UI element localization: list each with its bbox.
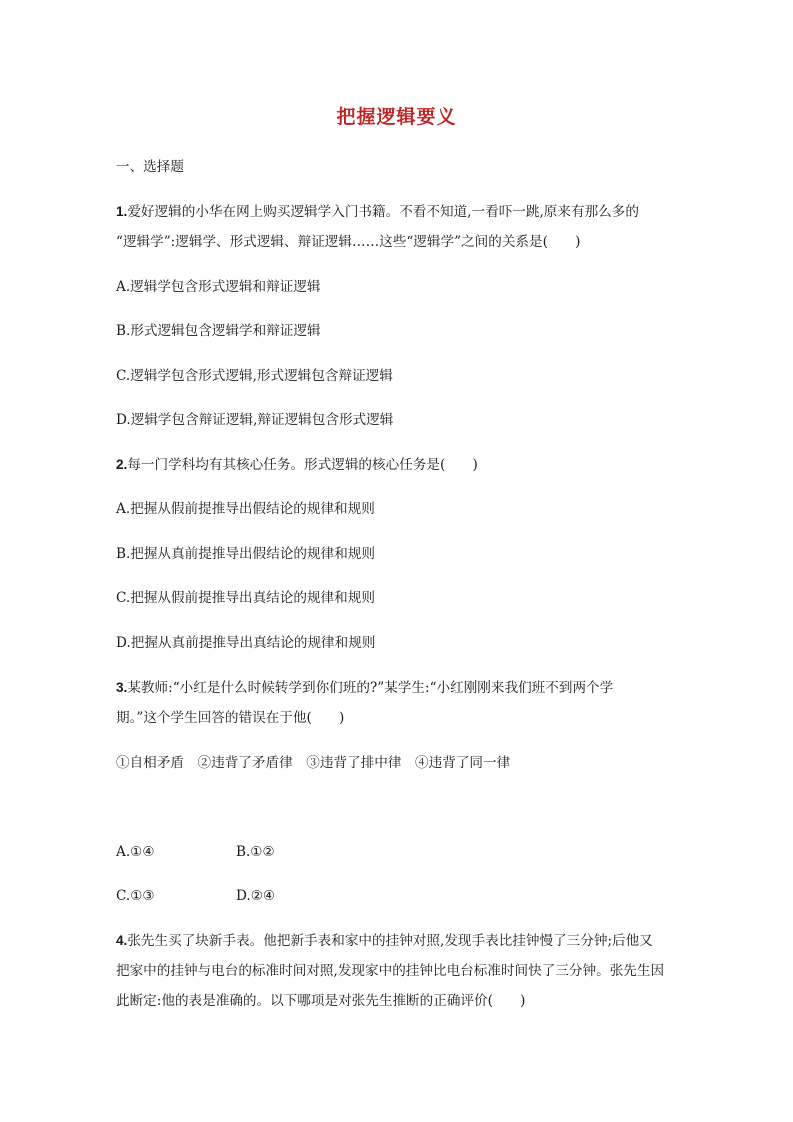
- question-3-option-d: D.②④: [236, 888, 276, 904]
- question-3-option-a: A.①④: [116, 844, 155, 860]
- question-3-option-c: C.①③: [116, 888, 155, 904]
- question-4-text-1: 张先生买了块新手表。他把新手表和家中的挂钟对照,发现手表比挂钟慢了三分钟;后他又: [127, 933, 653, 949]
- section-heading: 一、选择题: [116, 159, 184, 175]
- question-3-number: 3.: [116, 680, 128, 695]
- question-1-option-b: B.形式逻辑包含逻辑学和辩证逻辑: [116, 323, 321, 339]
- question-3-text-1: 某教师:“小红是什么时候转学到你们班的?”某学生:“小红刚刚来我们班不到两个学: [127, 680, 614, 696]
- question-4-line-1: [116, 931, 653, 951]
- question-4-text-3: 此断定:他的表是准确的。以下哪项是对张先生推断的正确评价( ): [116, 993, 526, 1009]
- question-2-option-b: B.把握从真前提推导出假结论的规律和规则: [116, 546, 375, 562]
- question-1-line-1: [116, 202, 639, 222]
- question-3-option-b: B.①②: [236, 844, 275, 860]
- question-3-text-2: 期。”这个学生回答的错误在于他( ): [116, 710, 345, 726]
- question-2-line-1: [116, 455, 478, 475]
- question-4-number: 4.: [116, 933, 128, 948]
- document-title: 把握逻辑要义: [336, 106, 457, 128]
- question-1-option-d: D.逻辑学包含辩证逻辑,辩证逻辑包含形式逻辑: [116, 412, 394, 428]
- question-2-text-1: 每一门学科均有其核心任务。形式逻辑的核心任务是( ): [127, 457, 478, 473]
- question-2-option-c: C.把握从假前提推导出真结论的规律和规则: [116, 590, 375, 606]
- question-1-text-1: 爱好逻辑的小华在网上购买逻辑学入门书籍。不看不知道,一看吓一跳,原来有那么多的: [127, 204, 639, 220]
- question-1-option-c: C.逻辑学包含形式逻辑,形式逻辑包含辩证逻辑: [116, 368, 393, 384]
- question-4-text-2: 把家中的挂钟与电台的标准时间对照,发现家中的挂钟比电台标准时间快了三分钟。张先生因: [116, 963, 665, 979]
- question-3-line-1: [116, 678, 613, 698]
- question-1-number: 1.: [116, 204, 128, 219]
- question-2-number: 2.: [116, 457, 128, 472]
- question-2-option-d: D.把握从真前提推导出真结论的规律和规则: [116, 635, 376, 651]
- question-1-text-2: “逻辑学”:逻辑学、形式逻辑、辩证逻辑……这些“逻辑学”之间的关系是( ): [116, 234, 581, 250]
- question-2-option-a: A.把握从假前提推导出假结论的规律和规则: [116, 501, 375, 517]
- question-1-option-a: A.逻辑学包含形式逻辑和辩证逻辑: [116, 279, 321, 295]
- question-3-statements: ①自相矛盾 ②违背了矛盾律 ③违背了排中律 ④违背了同一律: [116, 755, 511, 771]
